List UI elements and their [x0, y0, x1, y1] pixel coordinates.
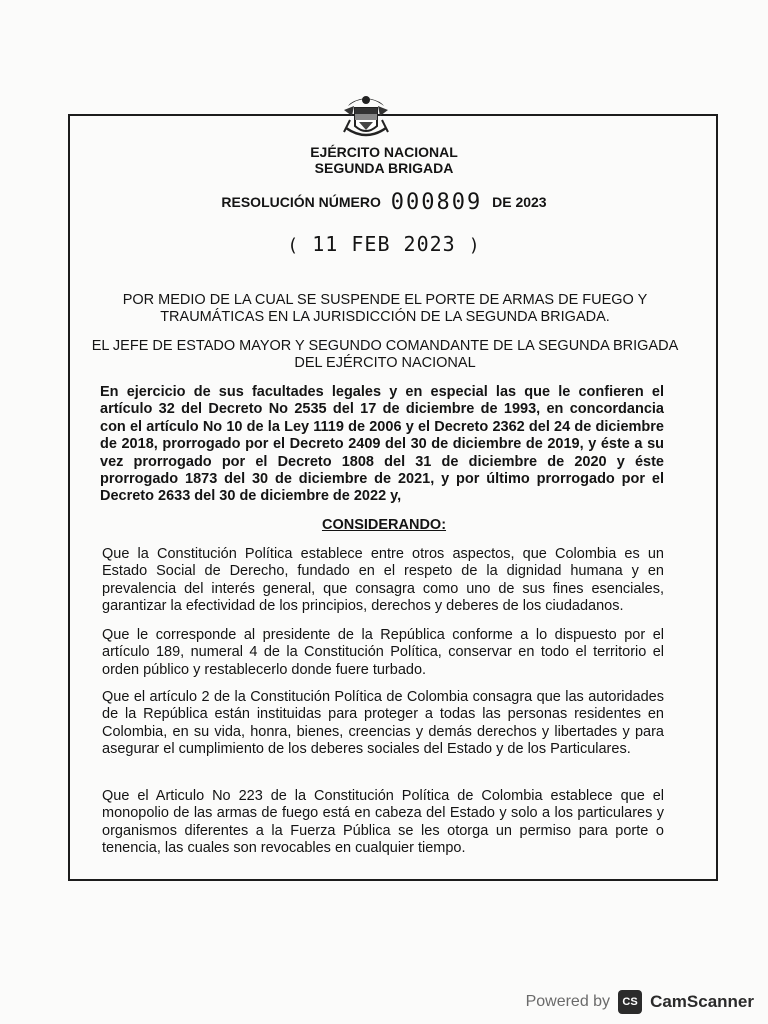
considerando-heading: CONSIDERANDO:	[321, 517, 447, 533]
header-army: EJÉRCITO NACIONAL	[310, 144, 458, 160]
paragraph: Que el Articulo No 223 de la Constitución Política de Colombia establece que el monopolio de las armas de fuego está en cabeza del Estado y solo a los particulares y organismos diferentes a la Fuerza Pública se les otorga un permiso para porte o tenencia, las cuales son revocables en cualquier tiempo.	[102, 788, 664, 857]
resolution-year: DE 2023	[492, 194, 547, 210]
resolution-label: RESOLUCIÓN NÚMERO	[221, 194, 381, 210]
camscanner-logo-icon: CS	[618, 990, 642, 1014]
issuer-title: EL JEFE DE ESTADO MAYOR Y SEGUNDO COMANDANTE DE LA SEGUNDA BRIGADA DEL EJÉRCITO NACIONAL	[91, 338, 679, 371]
date-close-paren: )	[468, 235, 481, 256]
camscanner-brand: CamScanner	[650, 992, 754, 1011]
resolution-title: POR MEDIO DE LA CUAL SE SUSPENDE EL PORTE DE ARMAS DE FUEGO Y TRAUMÁTICAS EN LA JURISDICCIÓN DE LA SEGUNDA BRIGADA.	[122, 292, 648, 325]
paragraph: Que el artículo 2 de la Constitución Política de Colombia consagra que las autoridades de la República están instituidas para proteger a todas las personas residentes en Colombia, en su vida, honra, bienes, creencias y demás derechos y libertades y para asegurar el cumplimiento de los deberes sociales del Estado y de los Particulares.	[102, 689, 664, 758]
paragraph: Que le corresponde al presidente de la República conforme a lo dispuesto por el artículo 189, numeral 4 de la Constitución Política, conservar en todo el territorio el orden público y restablecerlo donde fuere turbado.	[102, 627, 664, 678]
date-open-paren: (	[287, 235, 300, 256]
date-value: 11 FEB 2023	[312, 232, 456, 256]
date-stamp	[0, 232, 768, 256]
header-brigade: SEGUNDA BRIGADA	[314, 160, 454, 176]
resolution-number: 000809	[390, 190, 483, 215]
powered-by-label: Powered by	[525, 993, 611, 1010]
resolution-line	[0, 190, 768, 215]
preamble: En ejercicio de sus facultades legales y en especial las que le confieren el artículo 32 del Decreto No 2535 del 17 de diciembre de 1993, en concordancia con el artículo No 10 de la Ley 1119 de 2006 y el Decreto 2362 del 24 de diciembre de 2018, prorrogado por el Decreto 2409 del 30 de diciembre de 2019, y éste a su vez prorrogado por el Decreto 1808 del 31 de diciembre de 2020 y éste prorrogado 1873 del 30 de diciembre de 2021, y por último prorrogado por el Decreto 2633 del 30 de diciembre de 2022 y,	[100, 384, 664, 505]
scanner-watermark	[526, 990, 754, 1014]
coat-of-arms-icon	[340, 92, 392, 142]
paragraph: Que la Constitución Política establece entre otros aspectos, que Colombia es un Estado Social de Derecho, fundado en el respeto de la dignidad humana y en prevalencia del interés general, que consagra como uno de sus fines esenciales, garantizar la efectividad de los principios, derechos y deberes de los ciudadanos.	[102, 546, 664, 615]
